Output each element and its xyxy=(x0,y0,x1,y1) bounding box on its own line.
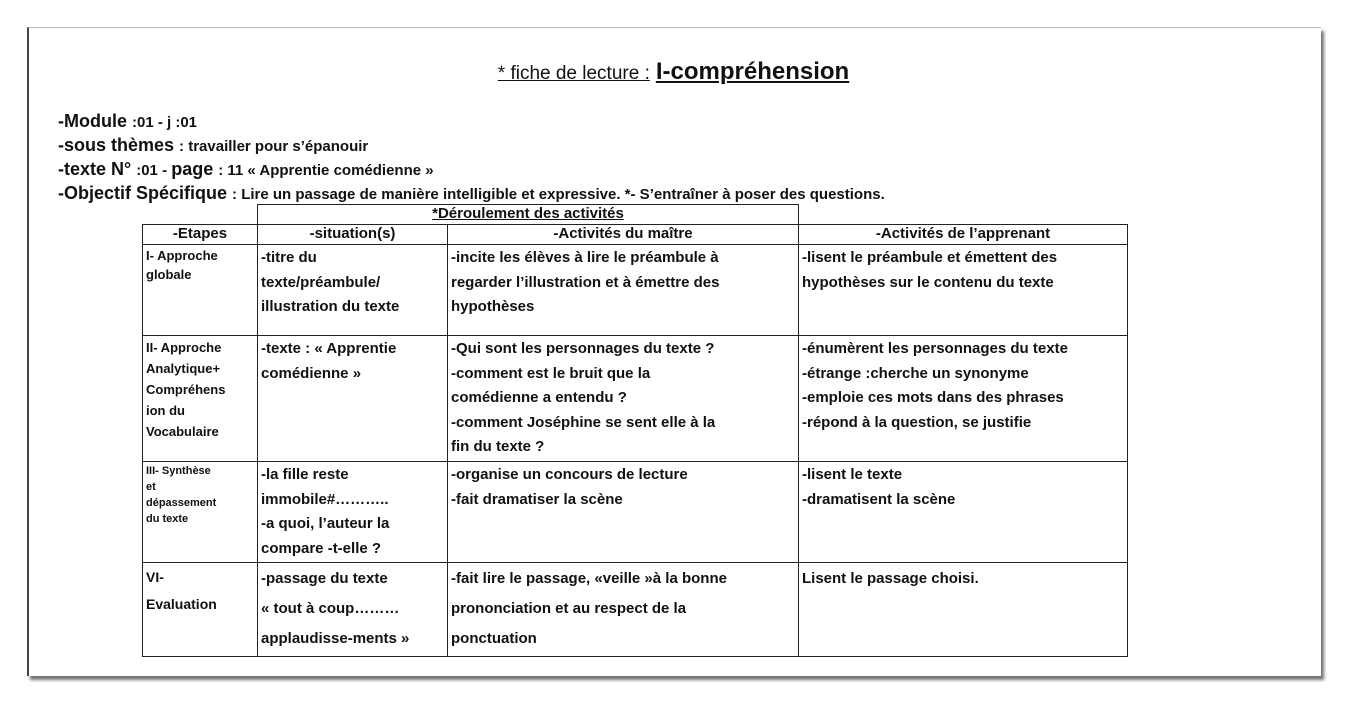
col-header-maitre: -Activités du maître xyxy=(448,225,799,245)
col-header-situation: -situation(s) xyxy=(258,225,448,245)
activities-table xyxy=(142,204,1128,657)
situation-cell: -titre du texte/préambule/ illustration du texte xyxy=(258,245,448,336)
page-title xyxy=(0,58,1347,86)
table-row xyxy=(143,245,1128,336)
table-corner xyxy=(143,205,258,225)
situation-cell: -la fille reste immobile#……….. -a quoi, l’auteur la compare -t-elle ? xyxy=(258,462,448,563)
apprenant-cell: Lisent le passage choisi. xyxy=(799,563,1128,657)
table-row xyxy=(143,462,1128,563)
etape-cell: VI- Evaluation xyxy=(143,563,258,657)
col-header-etapes: -Etapes xyxy=(143,225,258,245)
table-row xyxy=(143,563,1128,657)
etape-cell: II- Approche Analytique+ Compréhens ion du Vocabulaire xyxy=(143,336,258,462)
header-row xyxy=(143,225,1128,245)
etape-cell: I- Approche globale xyxy=(143,245,258,336)
texte-line: -texte N° :01 - page : 11 « Apprentie comédienne » xyxy=(58,159,434,179)
title-prefix: * fiche de lecture : xyxy=(497,63,650,84)
theme-line: -sous thèmes : travailler pour s’épanouir xyxy=(58,135,369,155)
maitre-cell: -incite les élèves à lire le préambule à regarder l’illustration et à émettre des hypothèses xyxy=(448,245,799,336)
apprenant-cell: -énumèrent les personnages du texte -étrange :cherche un synonyme -emploie ces mots dans des phrases -répond à la question, se justifie xyxy=(799,336,1128,462)
deroulement-header: *Déroulement des activités xyxy=(258,205,799,225)
apprenant-cell: -lisent le texte -dramatisent la scène xyxy=(799,462,1128,563)
module-line: -Module :01 - j :01 xyxy=(58,111,198,131)
maitre-cell: -fait lire le passage, «veille »à la bonne prononciation et au respect de la ponctuation xyxy=(448,563,799,657)
maitre-cell: -organise un concours de lecture -fait dramatiser la scène xyxy=(448,462,799,563)
title-main: I-compréhension xyxy=(655,58,850,85)
table-row xyxy=(143,336,1128,462)
situation-cell: -passage du texte « tout à coup……… applaudisse-ments » xyxy=(258,563,448,657)
objectif-line: -Objectif Spécifique : Lire un passage de manière intelligible et expressive. *- S’entraîner à poser des questions. xyxy=(58,183,885,203)
maitre-cell: -Qui sont les personnages du texte ? -comment est le bruit que la comédienne a entendu ? -comment Joséphine se sent elle à la fin du texte ? xyxy=(448,336,799,462)
lesson-meta xyxy=(58,110,885,206)
etape-cell: III- Synthèse et dépassement du texte xyxy=(143,462,258,563)
col-header-apprenant: -Activités de l’apprenant xyxy=(799,225,1128,245)
apprenant-cell: -lisent le préambule et émettent des hypothèses sur le contenu du texte xyxy=(799,245,1128,336)
situation-cell: -texte : « Apprentie comédienne » xyxy=(258,336,448,462)
